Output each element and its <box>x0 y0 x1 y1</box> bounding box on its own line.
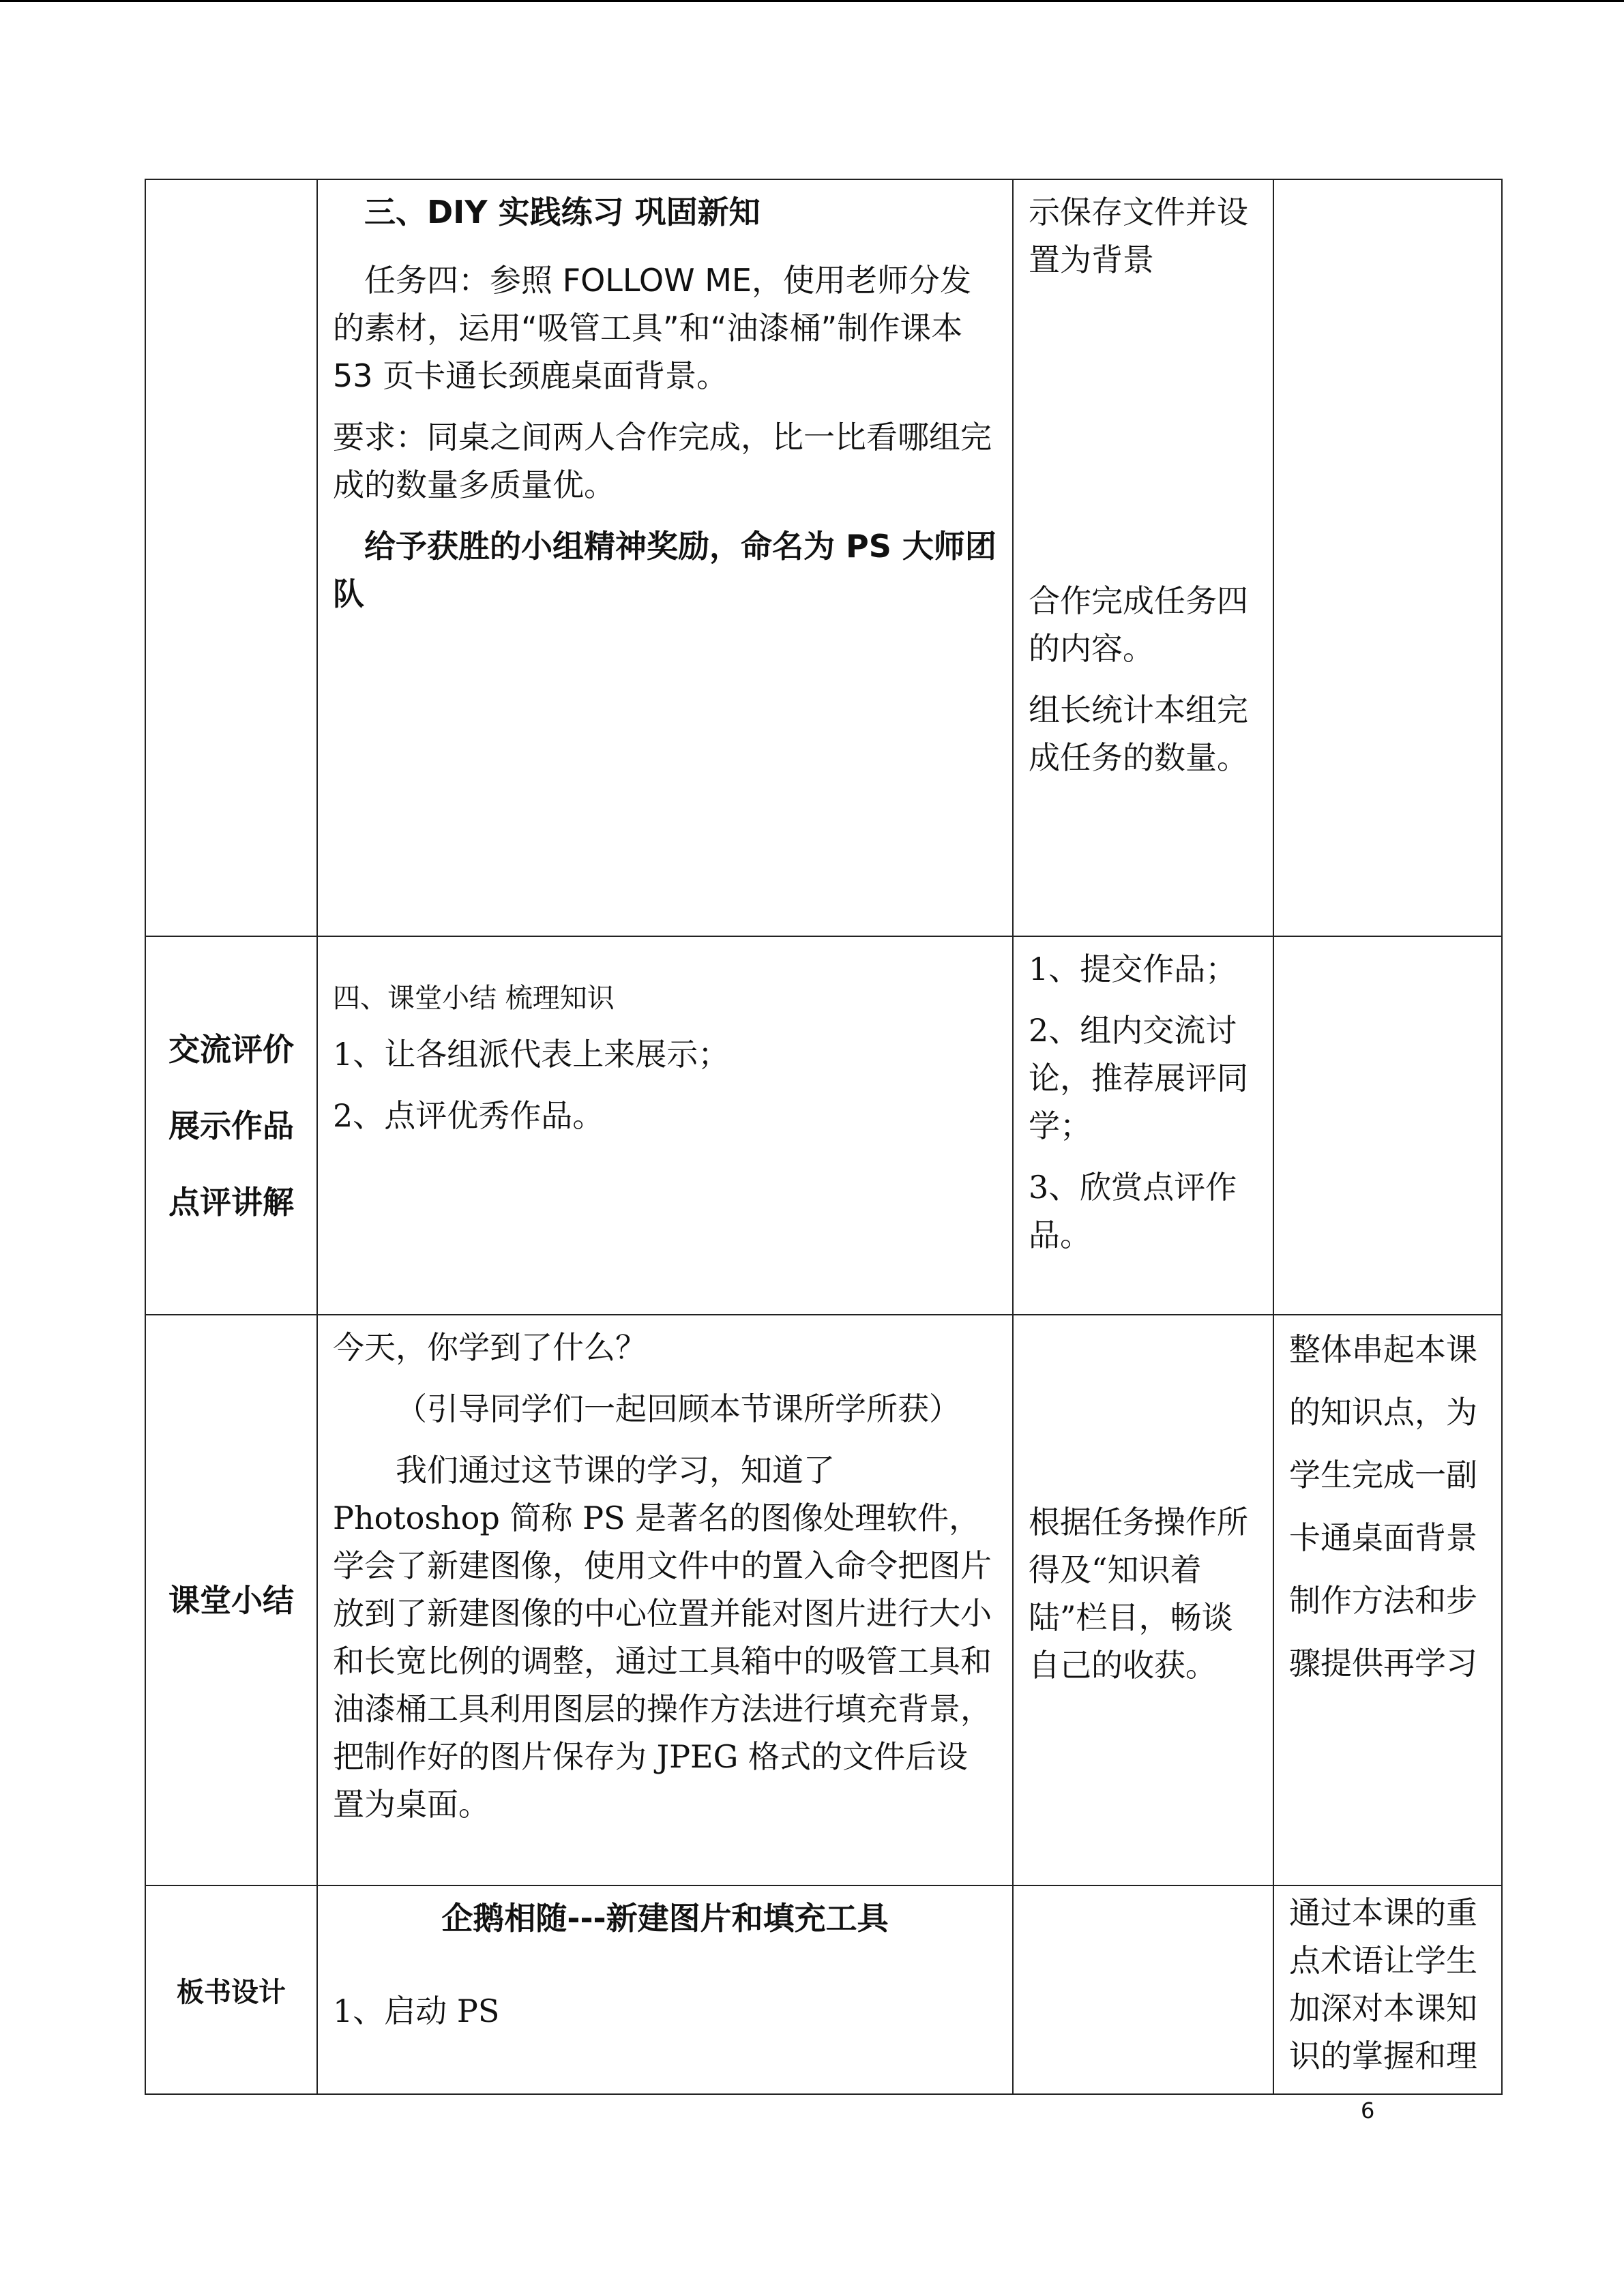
question-text: 今天，你学到了什么？ <box>333 1329 647 1366</box>
student-text-1: 示保存文件并设置为背景 <box>1029 194 1248 278</box>
row3-activity-cell <box>317 1315 1013 1885</box>
section-heading: 三、DIY 实践练习 巩固新知 <box>364 194 761 230</box>
row-label-line: 板书设计 <box>177 1977 286 2008</box>
lesson-plan-table <box>145 179 1503 2095</box>
row1-intent-cell <box>1273 179 1502 936</box>
table-row <box>145 179 1502 936</box>
row2-label-cell <box>145 936 317 1315</box>
requirement-text: 要求：同桌之间两人合作完成，比一比看哪组完成的数量多质量优。 <box>333 419 992 503</box>
list-item: 1、让各组派代表上来展示； <box>333 1036 730 1073</box>
board-title: 企鹅相随---新建图片和填充工具 <box>441 1900 889 1937</box>
row1-student-cell <box>1013 179 1273 936</box>
row-label-line: 点评讲解 <box>168 1183 294 1221</box>
row4-activity-cell <box>317 1885 1013 2094</box>
intent-text: 通过本课的重点术语让学生加深对本课知识的掌握和理 <box>1289 1894 1477 2074</box>
row3-intent-cell <box>1273 1315 1502 1885</box>
row4-intent-cell <box>1273 1885 1502 2094</box>
table-row <box>145 1315 1502 1885</box>
list-item: 3、欣赏点评作品。 <box>1029 1169 1237 1253</box>
row3-student-cell <box>1013 1315 1273 1885</box>
row1-activity-cell <box>317 179 1013 936</box>
row2-activity-cell <box>317 936 1013 1315</box>
summary-text: 我们通过这节课的学习，知道了 Photoshop 简称 PS 是著名的图像处理软件，学会了新建图像，使用文件中的置入命令把图片放到了新建图像的中心位置并能对图片进行大小和长宽比例的调整，通过工具箱中的吸管工具和油漆桶工具利用图层的操作方法进行填充背景，把制作好的图片保存为 JPEG 格式的文件后设置为桌面。 <box>333 1452 992 1823</box>
guide-text: （引导同学们一起回顾本节课所学所获） <box>396 1390 960 1427</box>
row-label-line: 展示作品 <box>168 1107 294 1144</box>
row2-intent-cell <box>1273 936 1502 1315</box>
top-border-line <box>0 0 1624 2</box>
table-row <box>145 936 1502 1315</box>
task-text: 任务四：参照 FOLLOW ME，使用老师分发的素材，运用“吸管工具”和“油漆桶”制作课本 53 页卡通长颈鹿桌面背景。 <box>333 262 971 394</box>
page-number: 6 <box>1361 2098 1375 2123</box>
row4-student-cell <box>1013 1885 1273 2094</box>
reward-text: 给予获胜的小组精神奖励，命名为 PS 大师团队 <box>333 528 996 612</box>
row-label-line: 交流评价 <box>168 1030 294 1068</box>
row3-label-cell <box>145 1315 317 1885</box>
student-text: 根据任务操作所得及“知识着陆”栏目，畅谈自己的收获。 <box>1029 1503 1248 1684</box>
row1-label-cell <box>145 179 317 936</box>
intent-text: 整体串起本课的知识点，为学生完成一副卡通桌面背景制作方法和步骤提供再学习 <box>1289 1331 1477 1682</box>
row2-student-cell <box>1013 936 1273 1315</box>
list-item: 1、提交作品； <box>1029 951 1237 987</box>
list-item: 1、启动 PS <box>333 1993 500 2029</box>
table-row <box>145 1885 1502 2094</box>
list-item: 2、点评优秀作品。 <box>333 1097 604 1134</box>
student-text-2: 合作完成任务四的内容。 <box>1029 582 1248 667</box>
row4-label-cell <box>145 1885 317 2094</box>
student-text-3: 组长统计本组完成任务的数量。 <box>1029 691 1248 776</box>
section-heading: 四、课堂小结 梳理知识 <box>333 983 615 1014</box>
row-label-line: 课堂小结 <box>168 1581 294 1619</box>
list-item: 2、组内交流讨论，推荐展评同学； <box>1029 1012 1248 1144</box>
